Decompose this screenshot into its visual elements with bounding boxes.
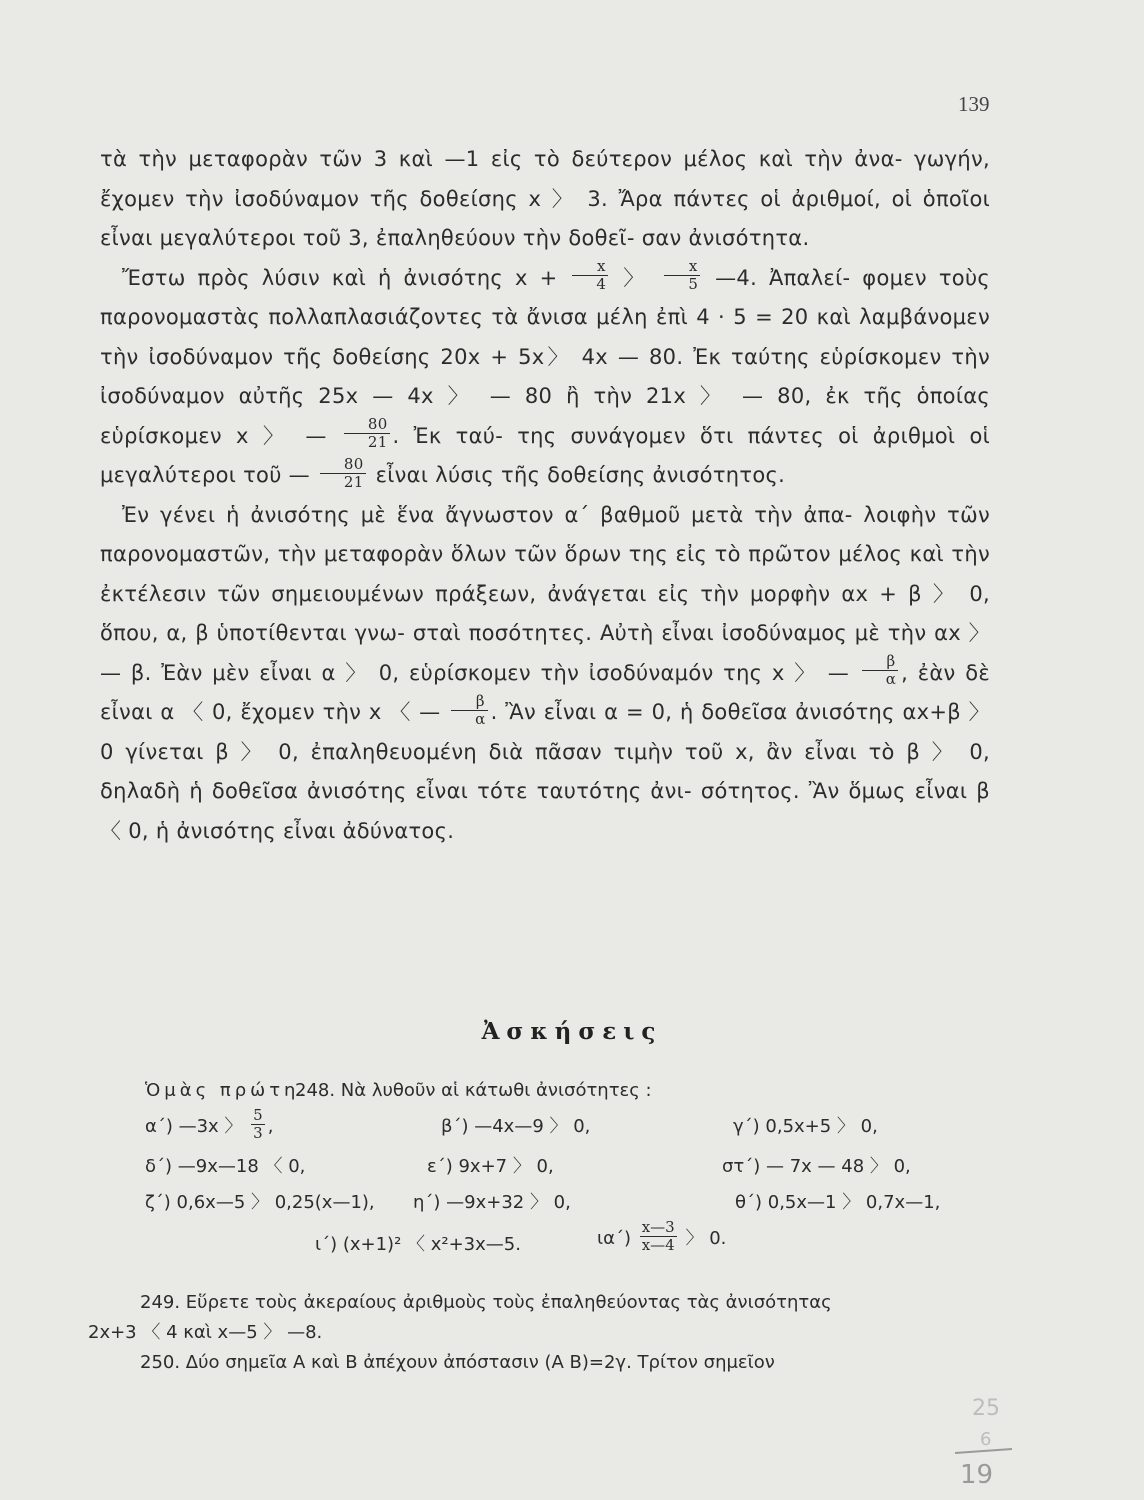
paragraph-2: Ἔστω πρὸς λύσιν καὶ ἡ ἀνισότης x + $\frac{x}{4}$ 〉 $\frac{x}{5}$ —4. Ἀπαλεί- φομεν τοὺς παρονομαστὰς πολλαπλασιάζοντες τὰ ἄνισα μέλη ἐπὶ 4 · 5 = 20 καὶ λαμβάνομεν τὴν ἰσοδύναμον τῆς δοθείσης 20x + 5x〉 4x — 80. Ἐκ ταύτης εὑρίσκομεν τὴν ἰσοδύναμον αὐτῆς 25x — 4x 〉 — 80 ἢ τὴν 21x 〉 — 80, ἐκ τῆς ὁποίας εὑρίσκομεν x 〉 — $\frac{80}{21}$ . Ἐκ ταύ- της συνάγομεν ὅτι πάντες οἱ ἀριθμοὶ οἱ μεγαλύτεροι τοῦ — $\frac{80}{21}$ εἶναι λύσις τῆς δοθείσης ἀνισότητος. [100,257,991,491]
page-number: 139 [958,92,990,116]
margin-note-mid: 6 [980,1429,992,1450]
exercise-row-2: δ΄) —9x—18 〈 0, ε΄) 9x+7 〉 0, στ΄) — 7x — 48 〉 0, [145,1156,911,1177]
fraction-5-over-3: $\frac{5}{3}$ [253,1105,263,1142]
exercise-row-4: ι΄) (x+1)² 〈 x²+3x—5. ια΄) $\frac{x—3}{x—4}$ 〉 0. [315,1217,727,1255]
fraction-beta-over-alpha: $\frac{\beta}{\alpha}$ [862,653,898,688]
paragraph-3: Ἐν γένει ἡ ἀνισότης μὲ ἕνα ἄγνωστον α΄ βαθμοῦ μετὰ τὴν ἀπα- λοιφὴν τῶν παρονομαστῶν, τὴν μεταφορὰν ὅλων τῶν ὅρων της εἰς τὸ πρῶτον μέλος καὶ τὴν ἐκτέλεσιν τῶν σημειουμένων πράξεων, ἀνάγεται εἰς τὴν μορφὴν αx + β 〉 0, ὅπου, α, β ὑποτίθενται γνω- σταὶ ποσότητες. Αὐτὴ εἶναι ἰσοδύναμος μὲ τὴν αx 〉 — β. Ἐὰν μὲν εἶναι α 〉 0, εὑρίσκομεν τὴν ἰσοδύναμόν της x 〉 — $\frac{\beta}{\alpha}$ , ἐὰν δὲ εἶναι α 〈 0, ἔχομεν τὴν x 〈 — $\frac{\beta}{\alpha}$ . Ἂν εἶναι α = 0, ἡ δοθεῖσα ἀνισότης αx+β 〉 0 γίνεται β 〉 0, ἐπαληθευομένη διὰ πᾶσαν τιμὴν τοῦ x, ἂν εἶναι τὸ β 〉 0, δηλαδὴ ἡ δοθεῖσα ἀνισότης εἶναι τότε ταυτότης ἀνι- σότητος. Ἂν ὅμως εἶναι β 〈 0, ἡ ἀνισότης εἶναι ἀδύνατος. [100,502,990,843]
fraction-x-over-4: $\frac{x}{4}$ [572,258,608,293]
problem-249-cont: 2x+3 〈 4 καὶ x—5 〉 —8. [88,1322,323,1343]
fraction-x-over-5: $\frac{x}{5}$ [664,258,700,293]
fraction-beta-over-alpha-b: $\frac{\beta}{\alpha}$ [451,693,487,728]
paragraph-1: τὰ τὴν μεταφορὰν τῶν 3 καὶ —1 εἰς τὸ δεύτερον μέλος καὶ τὴν ἀνα- γωγήν, ἔχομεν τὴν ἰσοδύναμον τῆς δοθείσης x 〉 3. Ἄρα πάντες οἱ ἀριθμοί, οἱ ὁποῖοι εἶναι μεγαλύτεροι τοῦ 3, ἐπαληθεύουν τὴν δοθεῖ- σαν ἀνισότητα. [100,147,990,250]
margin-note-top: 25 [972,1396,1000,1421]
fraction-80-over-21-b: $\frac{80}{21}$ [320,456,366,491]
section-title: Ἀσκήσεις [481,1018,663,1045]
exercise-row-3: ζ΄) 0,6x—5 〉 0,25(x—1), η΄) —9x+32 〉 0, θ΄) 0,5x—1 〉 0,7x—1, [145,1192,941,1213]
problem-249: 249. Εὕρετε τοὺς ἀκεραίους ἀριθμοὺς τοὺς ἐπαληθεύοντας τὰς ἀνισότητας [140,1292,832,1313]
fraction-x3-over-x4: $\frac{x—3}{x—4}$ [641,1217,675,1254]
exercise-intro: Ὁμὰς πρώτη. 248. Νὰ λυθοῦν αἱ κάτωθι ἀνισότητες : [145,1080,652,1101]
body-text [100,140,990,851]
margin-note-bottom: 19 [960,1460,994,1490]
problem-250: 250. Δύο σημεῖα Α καὶ Β ἀπέχουν ἀπόστασιν (Α Β)=2γ. Τρίτον σημεῖον [140,1352,775,1373]
handwritten-margin-note [950,1385,1020,1495]
problems-block [88,1288,988,1378]
fraction-80-over-21: $\frac{80}{21}$ [344,416,390,451]
exercise-row-1: α΄) —3x 〉 $\frac{5}{3}$ , β΄) —4x—9 〉 0, γ΄) 0,5x+5 〉 0, [145,1105,878,1142]
exercises-block [145,1073,995,1267]
